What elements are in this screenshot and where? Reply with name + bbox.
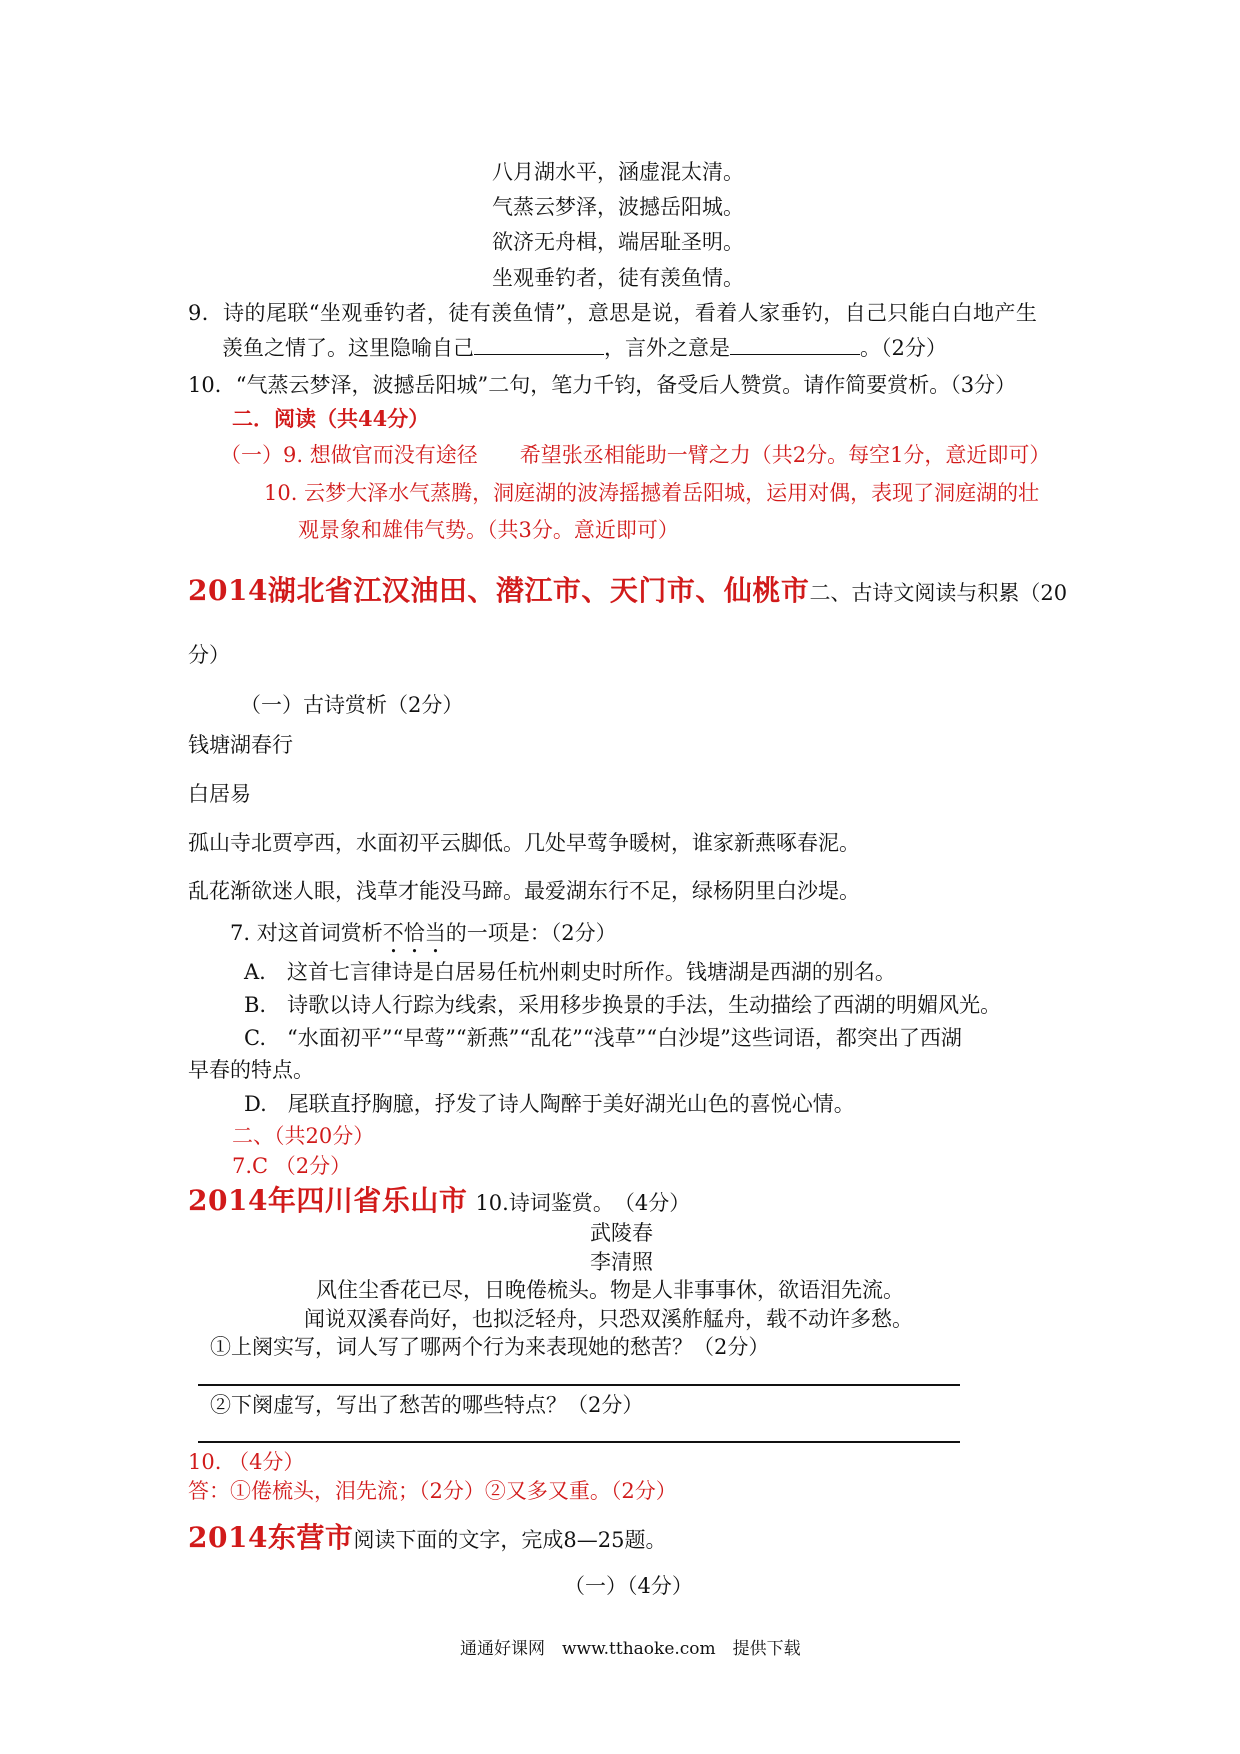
answer-heading: 10. （4分）	[188, 1450, 305, 1474]
section-heading	[188, 1183, 690, 1221]
question-10-1: ①上阕实写，词人写了哪两个行为来表现她的愁苦？（2分）	[210, 1335, 770, 1359]
answer-10: 答：①倦梳头，泪先流；（2分）②又多又重。（2分）	[188, 1479, 677, 1503]
region-title: 2014湖北省江汉油田、潜江市、天门市、仙桃市	[188, 574, 810, 607]
answer-9: （一）9. 想做官而没有途径 希望张丞相能助一臂之力（共2分。每空1分，意近即可）	[220, 443, 1051, 467]
poem-author: 白居易	[188, 782, 251, 806]
option-b: B. 诗歌以诗人行踪为线索，采用移步换景的手法，生动描绘了西湖的明媚风光。	[244, 993, 1002, 1017]
question-7	[230, 919, 617, 958]
question-10-2: ②下阕虚写，写出了愁苦的哪些特点？（2分）	[210, 1393, 644, 1417]
poem-line: 坐观垂钓者，徒有羡鱼情。	[492, 266, 744, 290]
question-9-text-a: 羡鱼之情了。这里隐喻自己	[222, 336, 474, 360]
question-7-text-a: 7. 对这首词赏析	[230, 921, 383, 945]
poem-line: 乱花渐欲迷人眼，浅草才能没马蹄。最爱湖东行不足，绿杨阴里白沙堤。	[188, 879, 860, 903]
question-9-line1: 9．诗的尾联“坐观垂钓者，徒有羡鱼情”，意思是说，看着人家垂钓，自己只能白白地产生	[188, 301, 1038, 325]
region-title: 2014东营市	[188, 1521, 354, 1554]
question-10: 10．“气蒸云梦泽，波撼岳阳城”二句，笔力千钧，备受后人赞赏。请作简要赏析。（3分）	[188, 373, 1017, 397]
option-c-line1: C. “水面初平”“早莺”“新燕”“乱花”“浅草”“白沙堤”这些词语，都突出了西湖	[244, 1026, 962, 1050]
section-heading	[188, 573, 1067, 611]
answer-blank[interactable]	[474, 334, 604, 355]
subsection-title: （一）古诗赏析（2分）	[240, 693, 464, 717]
poem-line: 欲济无舟楫，端居耻圣明。	[492, 230, 744, 254]
poem-author: 李清照	[590, 1250, 653, 1274]
option-c-line2: 早春的特点。	[188, 1058, 314, 1082]
answer-line[interactable]	[198, 1384, 960, 1386]
poem-line: 风住尘香花已尽，日晚倦梳头。物是人非事事休，欲语泪先流。	[316, 1278, 904, 1302]
section-title: 二、古诗文阅读与积累（20	[809, 581, 1068, 605]
option-d: D. 尾联直抒胸臆，抒发了诗人陶醉于美好湖光山色的喜悦心情。	[244, 1092, 855, 1116]
poem-line: 孤山寺北贾亭西，水面初平云脚低。几处早莺争暖树，谁家新燕啄春泥。	[188, 831, 860, 855]
question-7-text-b: 的一项是：（2分）	[445, 921, 617, 945]
answer-line[interactable]	[198, 1441, 960, 1443]
poem-line: 八月湖水平，涵虚混太清。	[492, 160, 744, 184]
question-9-text-b: ，言外之意是	[604, 336, 730, 360]
question-7-emphasis: 不恰当	[382, 921, 446, 945]
question-9-text-c: 。（2分）	[860, 336, 947, 360]
section-title: 阅读下面的文字，完成8—25题。	[353, 1528, 667, 1552]
option-a: A. 这首七言律诗是白居易任杭州刺史时所作。钱塘湖是西湖的别名。	[244, 960, 896, 984]
poem-line: 气蒸云梦泽，波撼岳阳城。	[492, 195, 744, 219]
poem-line: 闻说双溪春尚好，也拟泛轻舟，只恐双溪舴艋舟，载不动许多愁。	[304, 1307, 913, 1331]
answer-10-line2: 观景象和雄伟气势。（共3分。意近即可）	[298, 518, 679, 542]
section-title-cont: 分）	[188, 643, 230, 667]
answer-7: 7.C （2分）	[232, 1154, 352, 1178]
answer-blank[interactable]	[730, 334, 860, 355]
poem-title: 武陵春	[590, 1221, 653, 1245]
section-heading	[188, 1520, 667, 1558]
poem-title: 钱塘湖春行	[188, 733, 293, 757]
answer-heading: 二、（共20分）	[232, 1124, 375, 1148]
answer-10-line1: 10. 云梦大泽水气蒸腾，洞庭湖的波涛摇撼着岳阳城，运用对偶，表现了洞庭湖的壮	[264, 481, 1040, 505]
footer-text: 通通好课网 www.tthaoke.com 提供下载	[460, 1639, 801, 1659]
region-title: 2014年四川省乐山市	[188, 1184, 468, 1217]
subsection-title: （一）（4分）	[564, 1574, 693, 1598]
question-9-line2	[222, 334, 947, 362]
answer-heading: 二．阅读（共44分）	[232, 406, 430, 431]
section-title: 10.诗词鉴赏。 （4分）	[475, 1191, 691, 1215]
